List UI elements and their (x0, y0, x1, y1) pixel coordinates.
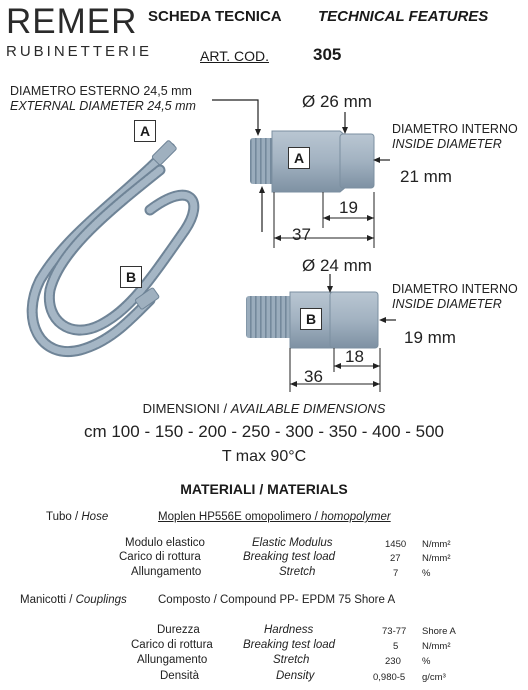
fitting-b-label: B (300, 308, 322, 330)
manicotti-prop-en: Breaking test load (243, 639, 336, 651)
tubo-material-it: Moplen HP556E omopolimero / (158, 511, 321, 523)
tubo-prop-value: 7 (393, 568, 399, 579)
manicotti-prop-it: Carico di rottura (131, 639, 213, 651)
fitting-a-label: A (288, 147, 310, 169)
fitting-b-inner-en: INSIDE DIAMETER (392, 297, 502, 311)
ext-diameter-en: EXTERNAL DIAMETER 24,5 mm (10, 99, 196, 113)
manicotti-prop-unit: N/mm² (422, 641, 451, 652)
tubo-material (158, 511, 391, 523)
manicotti-prop-en: Stretch (273, 654, 310, 666)
manicotti-material: Composto / Compound PP- EPDM 75 Shore A (158, 594, 396, 606)
leader-line-external (212, 100, 258, 132)
dimensions-title-en: AVAILABLE DIMENSIONS (230, 401, 386, 416)
manicotti-prop-it: Densità (160, 670, 199, 682)
manicotti-prop-it: Allungamento (137, 654, 208, 666)
manicotti-prop-value: 73-77 (382, 626, 407, 637)
dim-a-total (274, 192, 374, 248)
tubo-prop-en: Elastic Modulus (252, 537, 333, 549)
manicotti-prop-unit: Shore A (422, 626, 456, 637)
tubo-prop-it: Carico di rottura (119, 551, 201, 563)
tubo-prop-unit: N/mm² (422, 539, 451, 550)
dimensions-title (0, 401, 528, 416)
brand-logo: REMER (6, 2, 138, 41)
hose-coil (32, 148, 194, 352)
manicotti-prop-unit: g/cm³ (422, 672, 446, 683)
manicotti-prop-en: Density (276, 670, 315, 682)
tubo-material-en: homopolymer (321, 511, 391, 523)
fitting-b-total-length: 36 (304, 367, 323, 386)
fitting-b-inner-value: 19 mm (404, 328, 456, 347)
dimensions-sizes: cm 100 - 150 - 200 - 250 - 300 - 350 - 400 - 500 (83, 422, 445, 441)
tubo-prop-en: Stretch (279, 566, 316, 578)
tubo-prop-unit: % (422, 568, 431, 579)
fitting-a-total-length: 37 (292, 225, 311, 244)
tmax: T max 90°C (221, 448, 307, 465)
manicotti-prop-unit: % (422, 656, 431, 667)
manicotti-label-en: Couplings (75, 594, 127, 606)
tubo-prop-unit: N/mm² (422, 553, 451, 564)
manicotti-prop-en: Hardness (264, 624, 314, 636)
tubo-label (46, 511, 108, 523)
materials-title: MATERIALI / MATERIALS (180, 481, 348, 497)
dimensions-title-it: DIMENSIONI / (142, 401, 231, 416)
art-code-value: 305 (313, 45, 342, 64)
tubo-label-it: Tubo / (46, 511, 82, 523)
manicotti-prop-value: 5 (393, 641, 399, 652)
tubo-label-en: Hose (81, 511, 109, 523)
fitting-a (250, 131, 374, 192)
fitting-b-inner-it: DIAMETRO INTERNO (392, 282, 518, 296)
brand-subtitle: RUBINETTERIE (6, 43, 153, 60)
label-b-hose: B (120, 266, 142, 288)
tubo-prop-value: 27 (390, 553, 401, 564)
fitting-a-short-length: 19 (339, 198, 358, 217)
fitting-b-outer-diameter: Ø 24 mm (302, 256, 372, 275)
manicotti-prop-value: 0,980-5 (373, 672, 406, 683)
manicotti-prop-it: Durezza (157, 624, 200, 636)
fitting-a-outer-diameter: Ø 26 mm (302, 92, 372, 111)
tubo-prop-it: Allungamento (131, 566, 202, 578)
tubo-prop-it: Modulo elastico (125, 537, 205, 549)
title-en: TECHNICAL FEATURES (318, 8, 489, 25)
ext-diameter-it: DIAMETRO ESTERNO 24,5 mm (10, 84, 192, 98)
manicotti-label-it: Manicotti / (20, 594, 76, 606)
fitting-a-inner-value: 21 mm (400, 167, 452, 186)
fitting-b-short-length: 18 (345, 347, 364, 366)
fitting-a-inner-it: DIAMETRO INTERNO (392, 122, 518, 136)
fitting-a-inner-en: INSIDE DIAMETER (392, 137, 502, 151)
title-it: SCHEDA TECNICA (148, 8, 282, 25)
tubo-prop-en: Breaking test load (243, 551, 336, 563)
art-code-label: ART. COD. (200, 48, 269, 64)
label-a-hose: A (134, 120, 156, 142)
tubo-prop-value: 1450 (385, 539, 407, 550)
manicotti-prop-value: 230 (385, 656, 401, 667)
manicotti-label (20, 594, 127, 606)
